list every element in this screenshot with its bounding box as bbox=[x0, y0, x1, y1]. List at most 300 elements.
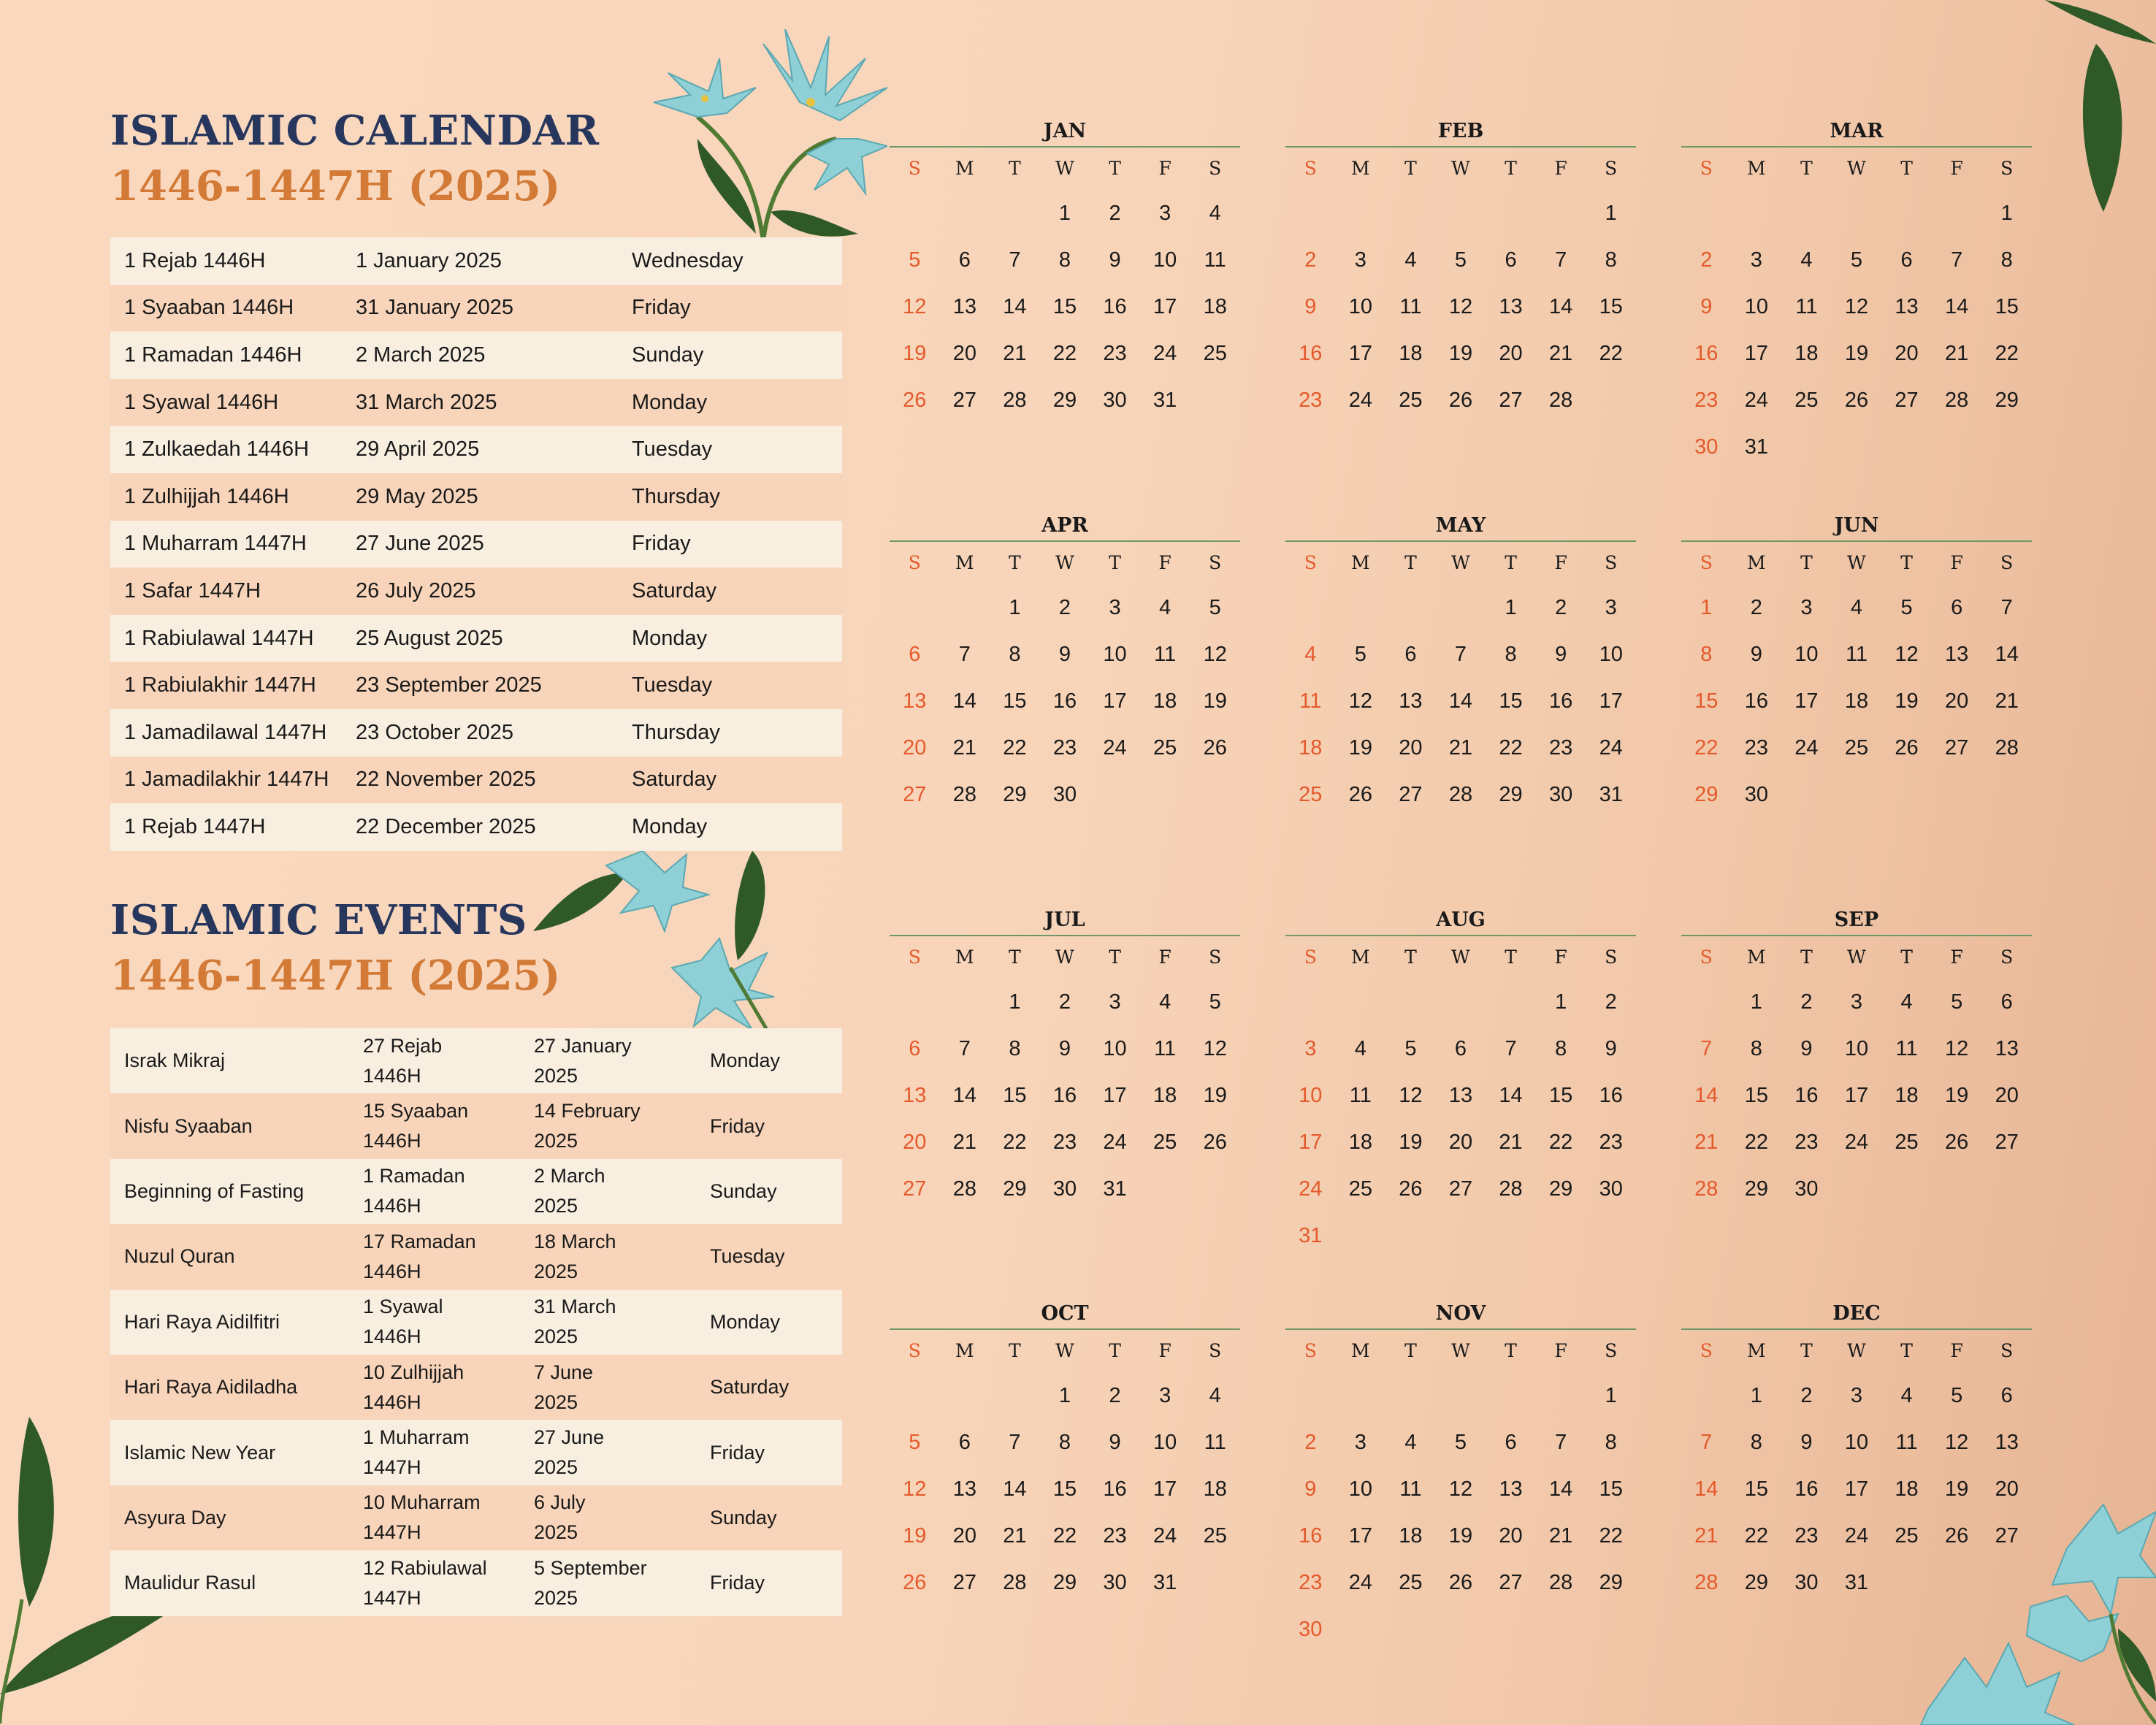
event-name: Israk Mikraj bbox=[124, 1049, 226, 1072]
day-cell: 13 bbox=[1499, 295, 1523, 318]
day-cell: 27 bbox=[1499, 1571, 1523, 1594]
day-cell: 14 bbox=[1003, 1477, 1027, 1501]
day-cell: 5 bbox=[1454, 1431, 1467, 1454]
empty-cell bbox=[1486, 1372, 1536, 1419]
event-hijri-year: 1447H bbox=[363, 1521, 421, 1544]
empty-cell bbox=[1336, 979, 1386, 1025]
gregorian-date: 23 September 2025 bbox=[356, 673, 542, 697]
day-cell: 25 bbox=[1844, 736, 1869, 760]
weekday-header: S bbox=[1700, 158, 1713, 179]
table-row bbox=[110, 567, 842, 615]
day-cell: 6 bbox=[1454, 1037, 1467, 1060]
day-cell: 19 bbox=[1203, 1084, 1227, 1107]
day-cell: 25 bbox=[1203, 1524, 1227, 1548]
day-cell: 12 bbox=[1945, 1431, 1969, 1454]
empty-cell bbox=[1285, 1372, 1336, 1419]
day-cell: 2 bbox=[1555, 596, 1567, 619]
weekday-header: S bbox=[2000, 1340, 2014, 1361]
day-cell: 22 bbox=[1694, 736, 1719, 760]
day-cell: 28 bbox=[1694, 1571, 1719, 1594]
day-cell: 15 bbox=[1599, 295, 1623, 318]
empty-cell bbox=[1536, 1372, 1586, 1419]
day-cell: 31 bbox=[1744, 435, 1768, 459]
day-cell: 22 bbox=[1549, 1131, 1573, 1154]
day-cell: 5 bbox=[1209, 990, 1221, 1014]
event-weekday: Monday bbox=[710, 1049, 781, 1072]
hijri-date: 1 Muharram 1447H bbox=[124, 532, 307, 556]
day-cell: 3 bbox=[1354, 1431, 1366, 1454]
day-cell: 11 bbox=[1895, 1431, 1918, 1454]
weekday-header: M bbox=[955, 552, 974, 573]
event-date-day: 2 March bbox=[534, 1165, 605, 1187]
day-cell: 9 bbox=[1304, 295, 1317, 318]
day-cell: 19 bbox=[1945, 1477, 1969, 1501]
empty-cell bbox=[1436, 1372, 1486, 1419]
day-cell: 28 bbox=[1549, 389, 1573, 412]
day-cell: 8 bbox=[1750, 1431, 1762, 1454]
day-cell: 23 bbox=[1599, 1131, 1623, 1154]
day-cell: 7 bbox=[1700, 1037, 1713, 1060]
weekday-header: T bbox=[1800, 946, 1813, 968]
weekday: Tuesday bbox=[632, 673, 713, 697]
hijri-table bbox=[110, 237, 842, 851]
weekday-header: S bbox=[2000, 158, 2014, 179]
day-cell: 16 bbox=[1549, 689, 1573, 713]
event-gregorian-date bbox=[534, 1292, 710, 1352]
month-jun bbox=[1681, 511, 2032, 818]
weekday-header: S bbox=[1304, 158, 1317, 179]
day-cell: 14 bbox=[1549, 295, 1573, 318]
day-cell: 18 bbox=[1794, 342, 1819, 365]
weekday-header: T bbox=[1009, 1340, 1021, 1361]
day-cell: 4 bbox=[1209, 1384, 1221, 1407]
event-weekday: Sunday bbox=[710, 1179, 777, 1202]
weekday-header: T bbox=[1009, 946, 1021, 968]
day-cell: 10 bbox=[1599, 643, 1623, 666]
day-cell: 30 bbox=[1694, 435, 1719, 459]
weekday-header: F bbox=[1554, 946, 1567, 968]
day-cell: 11 bbox=[1399, 1477, 1422, 1501]
day-cell: 30 bbox=[1052, 1177, 1077, 1201]
weekday-header: T bbox=[1800, 552, 1813, 573]
event-gregorian-date bbox=[534, 1031, 710, 1091]
day-cell: 15 bbox=[1052, 295, 1077, 318]
day-cell: 6 bbox=[1505, 248, 1517, 272]
day-cell: 3 bbox=[1605, 596, 1617, 619]
day-cell: 4 bbox=[1209, 202, 1221, 225]
event-name: Nisfu Syaaban bbox=[124, 1114, 253, 1137]
month-grid bbox=[1681, 1330, 2032, 1606]
weekday-header: M bbox=[1351, 946, 1370, 968]
day-cell: 16 bbox=[1103, 295, 1127, 318]
day-cell: 28 bbox=[1995, 736, 2019, 760]
day-cell: 3 bbox=[1109, 990, 1121, 1014]
day-cell: 24 bbox=[1599, 736, 1623, 760]
day-cell: 6 bbox=[1505, 1431, 1517, 1454]
day-cell: 4 bbox=[1304, 643, 1317, 666]
event-date-year: 2025 bbox=[534, 1586, 578, 1609]
empty-cell bbox=[990, 1372, 1040, 1419]
events-subtitle: 1446-1447H (2025) bbox=[110, 952, 561, 1000]
day-cell: 16 bbox=[1794, 1477, 1819, 1501]
weekday-header: T bbox=[1009, 552, 1021, 573]
event-hijri-day: 10 Zulhijjah bbox=[363, 1361, 465, 1383]
month-name: JUN bbox=[1681, 511, 2032, 542]
event-hijri-date bbox=[363, 1423, 534, 1483]
day-cell: 21 bbox=[1945, 342, 1969, 365]
day-cell: 15 bbox=[1744, 1477, 1768, 1501]
day-cell: 25 bbox=[1895, 1131, 1919, 1154]
day-cell: 17 bbox=[1348, 342, 1372, 365]
event-date-year: 2025 bbox=[534, 1064, 578, 1087]
table-row bbox=[110, 709, 842, 757]
day-cell: 8 bbox=[1058, 1431, 1071, 1454]
empty-cell bbox=[940, 1372, 990, 1419]
weekday-header: S bbox=[1605, 158, 1618, 179]
day-cell: 5 bbox=[1454, 248, 1467, 272]
table-row bbox=[110, 1355, 842, 1420]
weekday-header: F bbox=[1158, 1340, 1171, 1361]
table-row bbox=[110, 1420, 842, 1485]
day-cell: 2 bbox=[1058, 596, 1071, 619]
day-cell: 3 bbox=[1750, 248, 1762, 272]
day-cell: 1 bbox=[1605, 202, 1617, 225]
weekday-header: T bbox=[1109, 552, 1121, 573]
day-cell: 2 bbox=[1700, 248, 1713, 272]
day-cell: 17 bbox=[1744, 342, 1768, 365]
weekday-header: W bbox=[1055, 552, 1074, 573]
day-cell: 13 bbox=[903, 689, 927, 713]
empty-cell bbox=[1436, 979, 1486, 1025]
day-cell: 5 bbox=[1354, 643, 1366, 666]
event-hijri-day: 12 Rabiulawal bbox=[363, 1556, 487, 1579]
day-cell: 12 bbox=[903, 1477, 927, 1501]
weekday-header: F bbox=[1158, 946, 1171, 968]
day-cell: 7 bbox=[1009, 248, 1021, 272]
day-cell: 14 bbox=[1694, 1084, 1719, 1107]
event-weekday: Saturday bbox=[710, 1376, 790, 1399]
day-cell: 22 bbox=[1599, 1524, 1623, 1548]
day-cell: 20 bbox=[903, 1131, 927, 1154]
event-hijri-year: 1446H bbox=[363, 1130, 421, 1152]
day-cell: 28 bbox=[1549, 1571, 1573, 1594]
day-cell: 21 bbox=[1499, 1131, 1523, 1154]
day-cell: 17 bbox=[1844, 1084, 1869, 1107]
day-cell: 4 bbox=[1900, 990, 1913, 1014]
day-cell: 23 bbox=[1794, 1131, 1819, 1154]
calendar-title: ISLAMIC CALENDAR bbox=[110, 107, 600, 155]
weekday-header: F bbox=[1554, 1340, 1567, 1361]
day-cell: 24 bbox=[1348, 389, 1372, 412]
event-gregorian-date bbox=[534, 1423, 710, 1483]
weekday-header: M bbox=[1351, 1340, 1370, 1361]
event-hijri-day: 10 Muharram bbox=[363, 1491, 481, 1514]
empty-cell bbox=[1436, 190, 1486, 237]
empty-cell bbox=[890, 1372, 940, 1419]
day-cell: 28 bbox=[1499, 1177, 1523, 1201]
day-cell: 12 bbox=[1448, 1477, 1473, 1501]
event-name: Nuzul Quran bbox=[124, 1245, 235, 1268]
day-cell: 14 bbox=[1003, 295, 1027, 318]
event-name: Hari Raya Aidiladha bbox=[124, 1376, 298, 1399]
day-cell: 4 bbox=[1800, 248, 1813, 272]
month-name: JUL bbox=[890, 906, 1240, 936]
weekday-header: M bbox=[955, 1340, 974, 1361]
day-cell: 27 bbox=[903, 1177, 927, 1201]
day-cell: 18 bbox=[1299, 736, 1323, 760]
day-cell: 28 bbox=[1003, 389, 1027, 412]
day-cell: 8 bbox=[1009, 1037, 1021, 1060]
weekday-header: T bbox=[1900, 1340, 1913, 1361]
weekday-header: T bbox=[1900, 552, 1913, 573]
day-cell: 16 bbox=[1794, 1084, 1819, 1107]
day-cell: 1 bbox=[1750, 990, 1762, 1014]
empty-cell bbox=[990, 190, 1040, 237]
day-cell: 4 bbox=[1900, 1384, 1913, 1407]
event-date-day: 27 January bbox=[534, 1034, 632, 1057]
day-cell: 28 bbox=[1003, 1571, 1027, 1594]
event-gregorian-date bbox=[534, 1227, 710, 1287]
weekday: Sunday bbox=[632, 343, 704, 367]
day-cell: 27 bbox=[952, 389, 976, 412]
day-cell: 15 bbox=[1003, 1084, 1027, 1107]
weekday-header: T bbox=[1505, 1340, 1517, 1361]
day-cell: 10 bbox=[1744, 295, 1768, 318]
event-hijri-day: 1 Ramadan bbox=[363, 1165, 465, 1187]
day-cell: 30 bbox=[1794, 1571, 1819, 1594]
day-cell: 18 bbox=[1203, 295, 1227, 318]
day-cell: 11 bbox=[1845, 643, 1868, 666]
month-grid bbox=[1681, 148, 2032, 470]
day-cell: 15 bbox=[1003, 689, 1027, 713]
day-cell: 1 bbox=[1058, 1384, 1071, 1407]
day-cell: 11 bbox=[1349, 1084, 1372, 1107]
day-cell: 27 bbox=[952, 1571, 976, 1594]
day-cell: 3 bbox=[1850, 1384, 1863, 1407]
weekday-header: W bbox=[1451, 946, 1470, 968]
weekday-header: S bbox=[908, 946, 921, 968]
gregorian-date: 23 October 2025 bbox=[356, 720, 514, 744]
day-cell: 10 bbox=[1348, 295, 1372, 318]
day-cell: 30 bbox=[1744, 783, 1768, 806]
day-cell: 22 bbox=[1744, 1131, 1768, 1154]
day-cell: 13 bbox=[1448, 1084, 1473, 1107]
empty-cell bbox=[1385, 190, 1436, 237]
day-cell: 9 bbox=[1058, 1037, 1071, 1060]
event-gregorian-date bbox=[534, 1358, 710, 1418]
event-gregorian-date bbox=[534, 1161, 710, 1221]
weekday-header: T bbox=[1800, 1340, 1813, 1361]
day-cell: 15 bbox=[1744, 1084, 1768, 1107]
day-cell: 27 bbox=[1945, 736, 1969, 760]
empty-cell bbox=[1536, 190, 1586, 237]
day-cell: 29 bbox=[1052, 389, 1077, 412]
day-cell: 20 bbox=[1448, 1131, 1473, 1154]
day-cell: 5 bbox=[1951, 990, 1963, 1014]
month-grid bbox=[890, 542, 1240, 818]
day-cell: 14 bbox=[1499, 1084, 1523, 1107]
day-cell: 2 bbox=[1058, 990, 1071, 1014]
weekday-header: T bbox=[1109, 158, 1121, 179]
gregorian-date: 29 May 2025 bbox=[356, 484, 478, 508]
day-cell: 25 bbox=[1399, 389, 1423, 412]
day-cell: 1 bbox=[1058, 202, 1071, 225]
day-cell: 5 bbox=[1404, 1037, 1417, 1060]
day-cell: 21 bbox=[1003, 342, 1027, 365]
day-cell: 24 bbox=[1103, 1131, 1127, 1154]
day-cell: 23 bbox=[1299, 1571, 1323, 1594]
weekday: Friday bbox=[632, 532, 691, 556]
day-cell: 2 bbox=[1800, 990, 1813, 1014]
weekday-header: F bbox=[1950, 1340, 1963, 1361]
day-cell: 26 bbox=[1448, 389, 1473, 412]
day-cell: 21 bbox=[1003, 1524, 1027, 1548]
day-cell: 9 bbox=[1304, 1477, 1317, 1501]
day-cell: 26 bbox=[1348, 783, 1372, 806]
weekday-header: F bbox=[1158, 158, 1171, 179]
month-name: FEB bbox=[1285, 117, 1636, 148]
day-cell: 25 bbox=[1399, 1571, 1423, 1594]
day-cell: 20 bbox=[1995, 1477, 2019, 1501]
event-date-year: 2025 bbox=[534, 1391, 578, 1413]
hijri-date: 1 Jamadilakhir 1447H bbox=[124, 768, 329, 792]
day-cell: 1 bbox=[1009, 596, 1021, 619]
day-cell: 1 bbox=[1605, 1384, 1617, 1407]
day-cell: 18 bbox=[1895, 1084, 1919, 1107]
empty-cell bbox=[890, 190, 940, 237]
day-cell: 12 bbox=[1348, 689, 1372, 713]
day-cell: 18 bbox=[1895, 1477, 1919, 1501]
month-grid bbox=[1285, 148, 1636, 424]
day-cell: 20 bbox=[903, 736, 927, 760]
day-cell: 28 bbox=[1945, 389, 1969, 412]
day-cell: 7 bbox=[1555, 248, 1567, 272]
day-cell: 25 bbox=[1153, 1131, 1177, 1154]
day-cell: 14 bbox=[1694, 1477, 1719, 1501]
day-cell: 27 bbox=[903, 783, 927, 806]
event-date-day: 27 June bbox=[534, 1426, 605, 1449]
day-cell: 7 bbox=[1454, 643, 1467, 666]
day-cell: 13 bbox=[1995, 1431, 2019, 1454]
weekday-header: T bbox=[1505, 552, 1517, 573]
day-cell: 14 bbox=[1448, 689, 1473, 713]
weekday-header: F bbox=[1554, 158, 1567, 179]
day-cell: 21 bbox=[1448, 736, 1473, 760]
day-cell: 18 bbox=[1348, 1131, 1372, 1154]
day-cell: 28 bbox=[1694, 1177, 1719, 1201]
day-cell: 30 bbox=[1103, 1571, 1127, 1594]
weekday-header: T bbox=[1109, 946, 1121, 968]
table-row bbox=[110, 1224, 842, 1289]
event-hijri-date bbox=[363, 1031, 534, 1091]
event-hijri-date bbox=[363, 1488, 534, 1548]
weekday: Friday bbox=[632, 296, 691, 320]
day-cell: 29 bbox=[1003, 1177, 1027, 1201]
day-cell: 2 bbox=[1800, 1384, 1813, 1407]
event-date-day: 14 February bbox=[534, 1100, 641, 1122]
day-cell: 20 bbox=[1995, 1084, 2019, 1107]
weekday: Monday bbox=[632, 814, 708, 838]
month-grid bbox=[1681, 542, 2032, 818]
day-cell: 16 bbox=[1103, 1477, 1127, 1501]
day-cell: 18 bbox=[1399, 342, 1423, 365]
day-cell: 29 bbox=[1599, 1571, 1623, 1594]
day-cell: 22 bbox=[1003, 1131, 1027, 1154]
day-cell: 3 bbox=[1850, 990, 1863, 1014]
day-cell: 21 bbox=[952, 1131, 976, 1154]
calendar-subtitle: 1446-1447H (2025) bbox=[110, 162, 561, 210]
month-grid bbox=[890, 148, 1240, 424]
day-cell: 29 bbox=[1499, 783, 1523, 806]
day-cell: 8 bbox=[1555, 1037, 1567, 1060]
day-cell: 7 bbox=[958, 1037, 971, 1060]
month-grid bbox=[1285, 542, 1636, 818]
empty-cell bbox=[1881, 190, 1932, 237]
event-date-day: 6 July bbox=[534, 1491, 586, 1514]
day-cell: 12 bbox=[1448, 295, 1473, 318]
day-cell: 1 bbox=[1009, 990, 1021, 1014]
day-cell: 9 bbox=[1750, 643, 1762, 666]
weekday-header: S bbox=[908, 1340, 921, 1361]
weekday: Monday bbox=[632, 626, 708, 650]
table-row bbox=[110, 473, 842, 521]
weekday-header: T bbox=[1404, 552, 1417, 573]
day-cell: 13 bbox=[952, 1477, 976, 1501]
day-cell: 13 bbox=[952, 295, 976, 318]
day-cell: 6 bbox=[1951, 596, 1963, 619]
day-cell: 22 bbox=[1052, 1524, 1077, 1548]
event-name: Maulidur Rasul bbox=[124, 1572, 256, 1594]
event-name: Asyura Day bbox=[124, 1506, 226, 1529]
weekday-header: S bbox=[1700, 1340, 1713, 1361]
day-cell: 22 bbox=[1599, 342, 1623, 365]
day-cell: 19 bbox=[1844, 342, 1869, 365]
event-hijri-day: 1 Muharram bbox=[363, 1426, 470, 1449]
day-cell: 5 bbox=[909, 248, 921, 272]
day-cell: 24 bbox=[1103, 736, 1127, 760]
table-row bbox=[110, 1093, 842, 1158]
weekday: Tuesday bbox=[632, 437, 713, 462]
day-cell: 2 bbox=[1304, 1431, 1317, 1454]
day-cell: 28 bbox=[952, 783, 976, 806]
empty-cell bbox=[1486, 979, 1536, 1025]
day-cell: 24 bbox=[1744, 389, 1768, 412]
day-cell: 22 bbox=[1003, 736, 1027, 760]
weekday-header: W bbox=[1847, 552, 1866, 573]
day-cell: 10 bbox=[1299, 1084, 1323, 1107]
empty-cell bbox=[1781, 190, 1832, 237]
day-cell: 23 bbox=[1549, 736, 1573, 760]
day-cell: 29 bbox=[1694, 783, 1719, 806]
day-cell: 27 bbox=[1895, 389, 1919, 412]
weekday-header: T bbox=[1900, 158, 1913, 179]
day-cell: 16 bbox=[1744, 689, 1768, 713]
day-cell: 17 bbox=[1794, 689, 1819, 713]
month-name: MAR bbox=[1681, 117, 2032, 148]
day-cell: 4 bbox=[1159, 596, 1171, 619]
event-weekday: Friday bbox=[710, 1572, 765, 1594]
day-cell: 19 bbox=[1448, 342, 1473, 365]
event-hijri-year: 1447H bbox=[363, 1586, 421, 1609]
day-cell: 16 bbox=[1299, 1524, 1323, 1548]
empty-cell bbox=[1732, 190, 1782, 237]
day-cell: 26 bbox=[1448, 1571, 1473, 1594]
day-cell: 17 bbox=[1103, 689, 1127, 713]
month-sep bbox=[1681, 906, 2032, 1212]
table-row bbox=[110, 237, 842, 285]
table-row bbox=[110, 1290, 842, 1355]
gregorian-date: 27 June 2025 bbox=[356, 532, 484, 556]
